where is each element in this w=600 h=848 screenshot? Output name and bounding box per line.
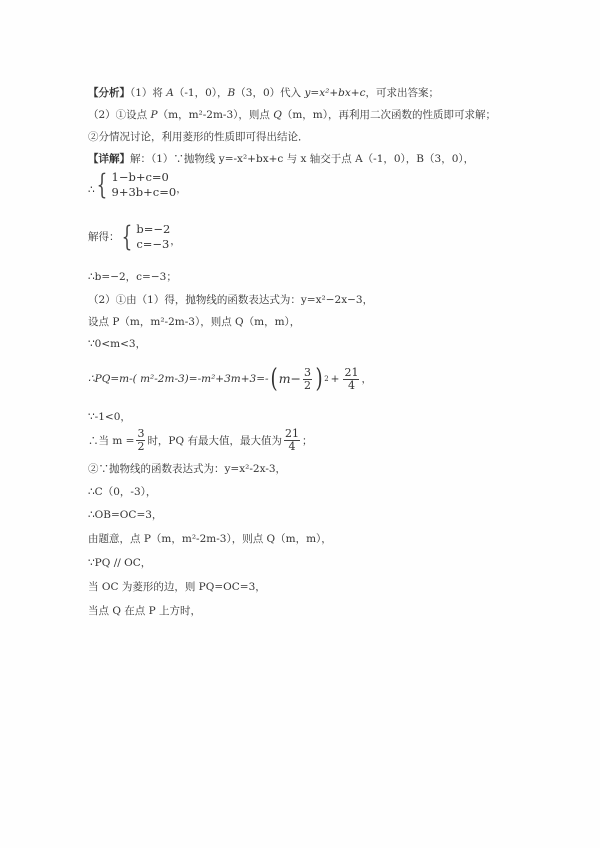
negative-coefficient-line: ∵-1<0， xyxy=(88,411,131,423)
therefore-symbol: ∴ xyxy=(88,184,95,196)
part2b-line-3: ∴OB=OC=3， xyxy=(88,509,163,521)
part2b-line-4: 由题意，点 P（m，m²-2m-3），则点 Q（m，m）， xyxy=(88,533,332,545)
solution-b: b=−2 xyxy=(136,222,171,236)
analysis-line-1: 【分析】（1）将 A（-1，0），B（3，0）代入 y=x²+bx+c，可求出答案； xyxy=(88,87,439,99)
part2b-line-1: ②∵抛物线的函数表达式为：y=x²-2x-3， xyxy=(88,463,287,475)
part2b-line-7: 当点 Q 在点 P 上方时， xyxy=(88,605,202,617)
detail-tag: 【详解】 xyxy=(88,153,130,165)
equation-1: 1−b+c=0 xyxy=(111,170,169,184)
solution-system: 解得： { b=−2 c=−3 ， xyxy=(88,220,181,253)
left-brace-icon: { xyxy=(96,168,107,201)
part2-line-2: 设点 P（m，m²-2m-3），则点 Q（m，m）， xyxy=(88,316,301,328)
part2b-line-6: 当 OC 为菱形的边，则 PQ=OC=3， xyxy=(88,581,266,593)
solution-c: c=−3 xyxy=(136,237,170,251)
equation-2: 9+3b+c=0 xyxy=(111,185,177,199)
result-line: ∴b=−2，c=−3； xyxy=(88,271,177,283)
part2b-line-5: ∵PQ // OC， xyxy=(88,557,152,569)
detail-intro-line: 【详解】解：（1）∵抛物线 y=-x²+bx+c 与 x 轴交于点 A（-1，0），B（3，0）， xyxy=(88,153,475,165)
maximum-value-line: ∴当 m = $\frac{3}{2}$ 时，PQ 有最大值，最大值为 $\frac{21}{4}$ ； xyxy=(88,427,313,453)
analysis-line-2: （2）①设点 P（m，m²-2m-3），则点 Q（m，m），再利用二次函数的性质即可求解； xyxy=(88,109,497,121)
equation-system-1: ∴ { 1−b+c=0 9+3b+c=0 ， xyxy=(88,168,187,201)
analysis-tag: 【分析】 xyxy=(88,87,130,99)
part2-line-1: （2）①由（1）得，抛物线的函数表达式为：y=x²−2x−3， xyxy=(88,294,374,306)
pq-expression: ∴PQ=m-( m²-2m-3)=-m²+3m+3=- ( m− $\frac{3}{2}$ ) 2 + $\frac{21}{4}$ ， xyxy=(88,364,372,394)
part2b-line-2: ∴C（0，-3）， xyxy=(88,486,157,498)
analysis-line-3: ②分情况讨论，利用菱形的性质即可得出结论． xyxy=(88,131,309,143)
part2-line-3: ∵0<m<3， xyxy=(88,338,147,350)
left-brace-icon: { xyxy=(121,220,132,253)
